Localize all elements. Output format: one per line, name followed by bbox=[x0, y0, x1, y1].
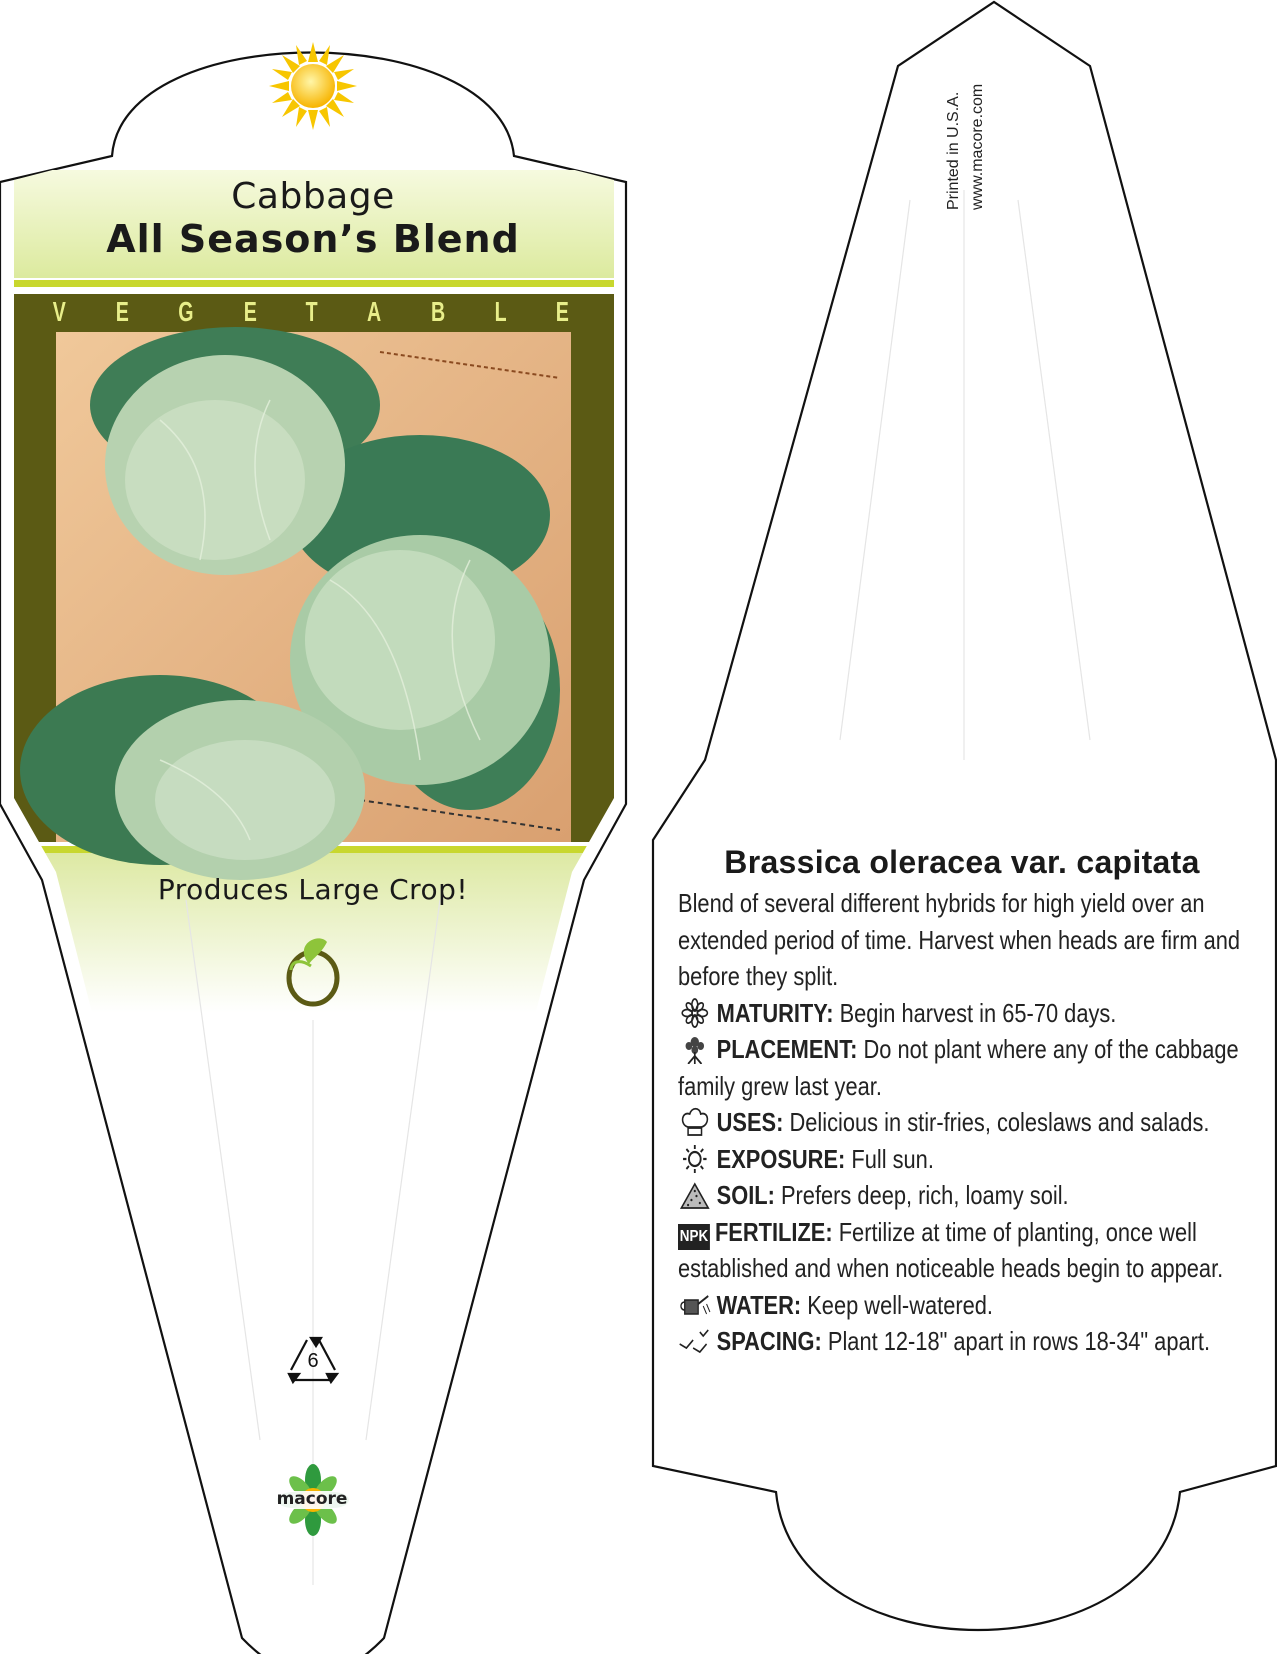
exposure-label: EXPOSURE: bbox=[716, 1143, 846, 1174]
chef-hat-icon bbox=[678, 1107, 712, 1137]
recycle-number: 6 bbox=[307, 1350, 319, 1372]
soil-icon bbox=[678, 1180, 712, 1210]
spacing-icon bbox=[678, 1326, 712, 1356]
watering-can-icon bbox=[678, 1290, 712, 1320]
category-label bbox=[50, 296, 572, 330]
category-letter: E bbox=[243, 296, 257, 327]
garden-icon bbox=[678, 1034, 712, 1064]
spacing-text: Plant 12-18" apart in rows 18-34" apart. bbox=[821, 1326, 1211, 1356]
flower-icon bbox=[678, 998, 712, 1028]
uses-label: USES: bbox=[716, 1107, 784, 1137]
npk-icon: NPK bbox=[678, 1224, 710, 1250]
cabbage-heads-photo bbox=[20, 327, 571, 880]
sun-icon bbox=[269, 42, 357, 130]
water-text: Keep well-watered. bbox=[801, 1289, 993, 1320]
back-card bbox=[653, 2, 1276, 1630]
category-letter: E bbox=[115, 296, 129, 327]
maturity-text: Begin harvest in 65-70 days. bbox=[833, 997, 1117, 1028]
front-card bbox=[0, 42, 626, 1654]
category-letter: E bbox=[556, 296, 570, 327]
fertilize-text: Fertilize at time of planting, once well established and when noticeable heads begin to appear. bbox=[678, 1216, 1224, 1283]
care-text bbox=[678, 885, 1246, 1360]
website-line: www.macore.com bbox=[969, 83, 986, 210]
soil-text: Prefers deep, rich, loamy soil. bbox=[774, 1180, 1069, 1210]
tagline: Produces Large Crop! bbox=[157, 873, 469, 906]
category-letter: G bbox=[178, 296, 194, 327]
care-instructions bbox=[678, 844, 1246, 1360]
category-letter: L bbox=[494, 296, 507, 327]
placement-text: Do not plant where any of the cabbage family grew last year. bbox=[678, 1034, 1239, 1101]
sun-outline-icon bbox=[678, 1144, 712, 1174]
brand-name: macore bbox=[276, 1489, 348, 1509]
printer-info bbox=[945, 52, 1005, 212]
description: Blend of several different hybrids for high yield over an extended period of time. Harvest when heads are firm and before they split. bbox=[678, 888, 1241, 991]
scientific-name: Brassica oleracea var. capitata bbox=[724, 844, 1200, 880]
placement-label: PLACEMENT: bbox=[716, 1034, 858, 1064]
fertilize-label: FERTILIZE: bbox=[714, 1216, 833, 1247]
printed-line: Printed in U.S.A. bbox=[945, 91, 962, 210]
maturity-label: MATURITY: bbox=[716, 997, 834, 1028]
water-label: WATER: bbox=[716, 1289, 802, 1320]
uses-text: Delicious in stir-fries, coleslaws and salads. bbox=[783, 1107, 1210, 1137]
variety-name: All Season’s Blend bbox=[106, 217, 520, 261]
spacing-label: SPACING: bbox=[716, 1326, 822, 1356]
category-letter: A bbox=[367, 296, 382, 327]
soil-label: SOIL: bbox=[716, 1180, 775, 1210]
plant-name: Cabbage bbox=[231, 176, 395, 217]
category-letter: V bbox=[52, 296, 66, 327]
category-letter: T bbox=[305, 296, 318, 327]
category-letter: B bbox=[431, 296, 446, 327]
exposure-text: Full sun. bbox=[845, 1143, 934, 1174]
